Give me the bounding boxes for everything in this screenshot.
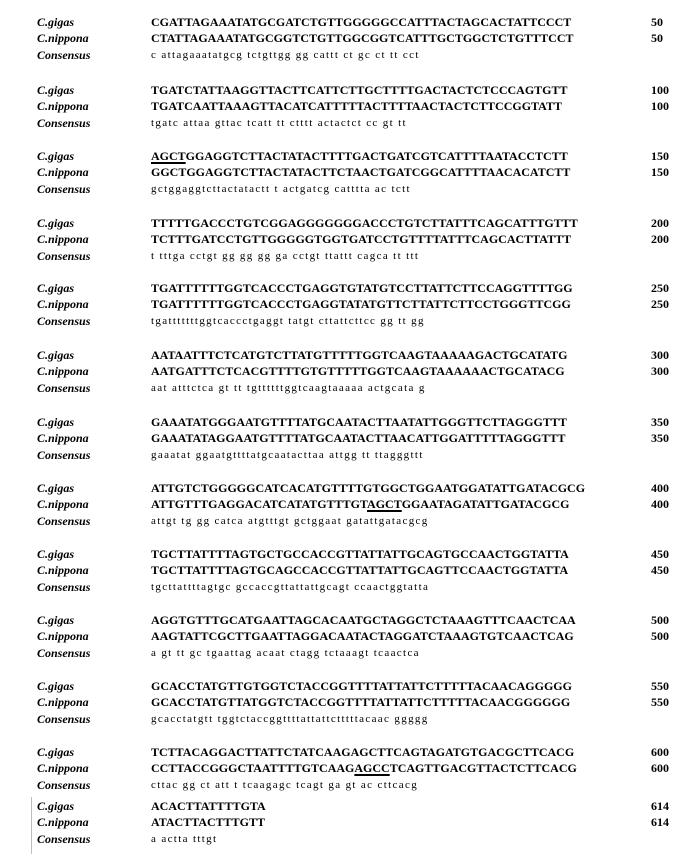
sequence-label: C.nippona	[37, 297, 89, 311]
position-number: 150	[651, 165, 669, 179]
sequence-label: Consensus	[37, 646, 91, 660]
frame-line	[31, 797, 32, 854]
position-number: 200	[651, 232, 669, 246]
sequence-label: Consensus	[37, 580, 91, 594]
sequence-label: Consensus	[37, 314, 91, 328]
consensus-sequence: t tttga cctgt gg gg gg ga cctgt ttattt cagca tt ttt	[151, 250, 420, 262]
position-number: 614	[651, 799, 669, 813]
sequence-text: ATTGTTTGAGGACATCATATGTTTGTAGCTGGAATAGATATTGATACGCG	[151, 497, 570, 511]
c-nippona-row	[0, 296, 700, 313]
sequence-text: GCACCTATGTTGTGGTCTACCGGTTTTATTATTCTTTTTACAACAGGGGG	[151, 679, 572, 693]
consensus-row	[0, 777, 700, 794]
sequence-label: C.gigas	[37, 216, 75, 230]
consensus-sequence: a gt tt gc tgaattag acaat ctagg tctaaagt tcaactca	[151, 647, 420, 659]
sequence-text: ATTGTCTGGGGGCATCACATGTTTTGTGGCTGGAATGGATATTGATACGCG	[151, 481, 586, 495]
sequence-label: Consensus	[37, 448, 91, 462]
alignment-block	[0, 82, 700, 138]
consensus-row	[0, 645, 700, 662]
sequence-text: CGATTAGAAATATGCGATCTGTTGGGGGCCATTTACTAGCACTATTCCCT	[151, 15, 572, 29]
alignment-block	[0, 612, 700, 668]
consensus-sequence: tgcttattttagtgc gccaccgttattattgcagt ccaactggtatta	[151, 581, 430, 593]
consensus-sequence: gcacctatgtt tggtctaccggttttattattctttttacaac ggggg	[151, 713, 429, 725]
c-gigas-row	[0, 347, 700, 364]
sequence-label: Consensus	[37, 249, 91, 263]
sequence-text: ATACTTACTTTGTT	[151, 815, 266, 829]
sequence-label: C.nippona	[37, 99, 89, 113]
position-number: 50	[651, 15, 663, 29]
sequence-label: C.nippona	[37, 431, 89, 445]
sequence-label: C.nippona	[37, 497, 89, 511]
consensus-row	[0, 579, 700, 596]
c-nippona-row	[0, 231, 700, 248]
alignment-block	[0, 798, 700, 854]
consensus-row	[0, 447, 700, 464]
consensus-row	[0, 47, 700, 64]
consensus-row	[0, 513, 700, 530]
sequence-text: GCACCTATGTTATGGTCTACCGGTTTTATTATTCTTTTTACAACGGGGGG	[151, 695, 571, 709]
sequence-text: AATGATTTCTCACGTTTTGTGTTTTTGGTCAAGTAAAAAACTGCATACG	[151, 364, 565, 378]
c-gigas-row	[0, 546, 700, 563]
consensus-sequence: attgt tg gg catca atgtttgt gctggaat gatattgatacgcg	[151, 515, 429, 527]
position-number: 300	[651, 364, 669, 378]
consensus-sequence: gaaatat ggaatgttttatgcaatacttaa attgg tt ttagggttt	[151, 449, 424, 461]
consensus-sequence: aat atttctca gt tt tgttttttggtcaagtaaaaa actgcata g	[151, 382, 426, 394]
c-nippona-row	[0, 164, 700, 181]
sequence-text: TGATCTATTAAGGTTACTTCATTCTTGCTTTTGACTACTCTCCCAGTGTT	[151, 83, 568, 97]
position-number: 300	[651, 348, 669, 362]
sequence-label: C.gigas	[37, 799, 75, 813]
sequence-text: TGCTTATTTTAGTGCTGCCACCGTTATTATTGCAGTGCCAACTGGTATTA	[151, 547, 569, 561]
c-gigas-row	[0, 678, 700, 695]
position-number: 400	[651, 497, 669, 511]
c-nippona-row	[0, 628, 700, 645]
sequence-text: TGATTTTTTGGTCACCCTGAGGTGTATGTCCTTATTCTTCCAGGTTTTGG	[151, 281, 573, 295]
c-nippona-row	[0, 694, 700, 711]
position-number: 400	[651, 481, 669, 495]
c-nippona-row	[0, 98, 700, 115]
sequence-label: C.gigas	[37, 415, 75, 429]
position-number: 600	[651, 745, 669, 759]
position-number: 150	[651, 149, 669, 163]
sequence-text: GAAATATGGGAATGTTTTATGCAATACTTAATATTGGGTTCTTAGGGTTT	[151, 415, 567, 429]
sequence-label: C.nippona	[37, 815, 89, 829]
sequence-text: TGATCAATTAAAGTTACATCATTTTTACTTTTAACTACTCTTCCGGTATT	[151, 99, 562, 113]
sequence-label: C.gigas	[37, 547, 75, 561]
sequence-label: C.gigas	[37, 83, 75, 97]
consensus-sequence: c attagaaatatgcg tctgttgg gg cattt ct gc ct tt cct	[151, 49, 420, 61]
consensus-row	[0, 711, 700, 728]
c-gigas-row	[0, 14, 700, 31]
agct-site-underline: AGCC	[354, 761, 390, 775]
alignment-block	[0, 347, 700, 403]
sequence-label: C.nippona	[37, 629, 89, 643]
position-number: 350	[651, 415, 669, 429]
consensus-row	[0, 313, 700, 330]
position-number: 100	[651, 83, 669, 97]
agct-site-underline: AGCT	[367, 497, 402, 511]
sequence-label: C.gigas	[37, 481, 75, 495]
sequence-label: C.nippona	[37, 761, 89, 775]
sequence-text: CCTTACCGGGCTAATTTTGTCAAGAGCCTCAGTTGACGTTACTCTTCACG	[151, 761, 577, 775]
consensus-sequence: tgatttttttggtcaccctgaggt tatgt cttattcttcc gg tt gg	[151, 315, 425, 327]
consensus-row	[0, 181, 700, 198]
c-nippona-row	[0, 562, 700, 579]
alignment-block	[0, 280, 700, 336]
consensus-row	[0, 115, 700, 132]
sequence-label: C.gigas	[37, 149, 75, 163]
position-number: 550	[651, 679, 669, 693]
consensus-row	[0, 380, 700, 397]
consensus-sequence: cttac gg ct att t tcaagagc tcagt ga gt ac cttcacg	[151, 779, 419, 791]
sequence-label: C.nippona	[37, 31, 89, 45]
c-gigas-row	[0, 215, 700, 232]
sequence-label: Consensus	[37, 48, 91, 62]
sequence-label: C.nippona	[37, 165, 89, 179]
sequence-text: AAGTATTCGCTTGAATTAGGACAATACTAGGATCTAAAGTGTCAACTCAG	[151, 629, 574, 643]
position-number: 50	[651, 31, 663, 45]
sequence-label: Consensus	[37, 778, 91, 792]
consensus-sequence: tgatc attaa gttac tcatt tt ctttt actactct cc gt tt	[151, 117, 407, 129]
alignment-block	[0, 744, 700, 800]
position-number: 450	[651, 547, 669, 561]
c-gigas-row	[0, 280, 700, 297]
c-gigas-row	[0, 744, 700, 761]
sequence-label: C.nippona	[37, 563, 89, 577]
c-gigas-row	[0, 148, 700, 165]
alignment-block	[0, 678, 700, 734]
sequence-label: C.nippona	[37, 695, 89, 709]
c-nippona-row	[0, 30, 700, 47]
position-number: 100	[651, 99, 669, 113]
sequence-text: TTTTTGACCCTGTCGGAGGGGGGGACCCTGTCTTATTTCAGCATTTGTTT	[151, 216, 578, 230]
position-number: 600	[651, 761, 669, 775]
alignment-block	[0, 480, 700, 536]
sequence-text: GGCTGGAGGTCTTACTATACTTCTAACTGATCGGCATTTTAACACATCTT	[151, 165, 571, 179]
c-gigas-row	[0, 82, 700, 99]
consensus-row	[0, 248, 700, 265]
sequence-text: TGCTTATTTTAGTGCAGCCACCGTTATTATTGCAGTTCCAACTGGTATTA	[151, 563, 569, 577]
sequence-text: CTATTAGAAATATGCGGTCTGTTGGCGGTCATTTGCTGGCTCTGTTTCCT	[151, 31, 574, 45]
c-nippona-row	[0, 760, 700, 777]
sequence-label: C.gigas	[37, 15, 75, 29]
c-gigas-row	[0, 798, 700, 815]
c-nippona-row	[0, 814, 700, 831]
consensus-row	[0, 831, 700, 848]
sequence-label: C.gigas	[37, 745, 75, 759]
c-gigas-row	[0, 414, 700, 431]
sequence-label: Consensus	[37, 182, 91, 196]
sequence-label: Consensus	[37, 832, 91, 846]
position-number: 614	[651, 815, 669, 829]
position-number: 450	[651, 563, 669, 577]
sequence-text: AGCTGGAGGTCTTACTATACTTTTGACTGATCGTCATTTTAATACCTCTT	[151, 149, 568, 163]
sequence-label: C.gigas	[37, 281, 75, 295]
alignment-block	[0, 215, 700, 271]
position-number: 500	[651, 613, 669, 627]
c-gigas-row	[0, 612, 700, 629]
sequence-label: C.nippona	[37, 232, 89, 246]
sequence-label: Consensus	[37, 712, 91, 726]
sequence-text: TGATTTTTTGGTCACCCTGAGGTATATGTTCTTATTCTTCCTGGGTTCGG	[151, 297, 571, 311]
position-number: 550	[651, 695, 669, 709]
alignment-block	[0, 148, 700, 204]
position-number: 350	[651, 431, 669, 445]
sequence-label: Consensus	[37, 514, 91, 528]
alignment-block	[0, 546, 700, 602]
sequence-text: AATAATTTCTCATGTCTTATGTTTTTGGTCAAGTAAAAAGACTGCATATG	[151, 348, 568, 362]
sequence-label: C.gigas	[37, 679, 75, 693]
position-number: 250	[651, 297, 669, 311]
alignment-block	[0, 14, 700, 70]
c-nippona-row	[0, 496, 700, 513]
position-number: 500	[651, 629, 669, 643]
consensus-sequence: a acttа tttgt	[151, 833, 218, 845]
sequence-text: AGGTGTTTGCATGAATTAGCACAATGCTAGGCTCTAAAGTTTCAACTCAA	[151, 613, 576, 627]
consensus-sequence: gctggaggtcttactatactt t actgatcg catttta ac tctt	[151, 183, 411, 195]
c-nippona-row	[0, 363, 700, 380]
sequence-label: C.gigas	[37, 613, 75, 627]
sequence-text: GAAATATAGGAATGTTTTATGCAATACTTAACATTGGATTTTTAGGGTTT	[151, 431, 566, 445]
sequence-label: Consensus	[37, 381, 91, 395]
sequence-label: Consensus	[37, 116, 91, 130]
sequence-text: TCTTTGATCCTGTTGGGGGTGGTGATCCTGTTTTATTTCAGCACTTATTT	[151, 232, 572, 246]
alignment-block	[0, 414, 700, 470]
position-number: 200	[651, 216, 669, 230]
sequence-text: ACACTTATTTTGTA	[151, 799, 266, 813]
sequence-label: C.nippona	[37, 364, 89, 378]
position-number: 250	[651, 281, 669, 295]
sequence-label: C.gigas	[37, 348, 75, 362]
c-nippona-row	[0, 430, 700, 447]
c-gigas-row	[0, 480, 700, 497]
agct-site-underline: AGCT	[151, 149, 186, 163]
sequence-text: TCTTACAGGACTTATTCTATCAAGAGCTTCAGTAGATGTGACGCTTCACG	[151, 745, 575, 759]
